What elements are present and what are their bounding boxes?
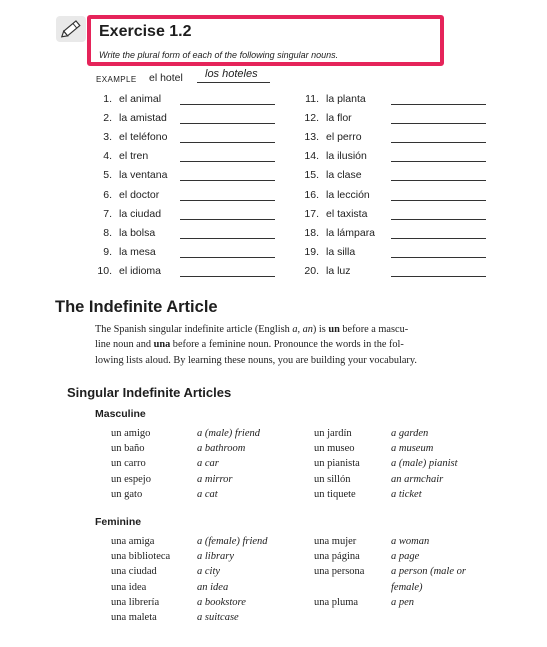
item-noun: la flor [326, 112, 352, 125]
item-number: 14. [304, 150, 319, 163]
item-number: 1. [103, 93, 112, 105]
answer-line[interactable] [391, 104, 486, 105]
item-noun: la silla [326, 245, 356, 258]
item-number: 9. [103, 245, 112, 258]
item-number: 19. [304, 245, 319, 258]
body-line: The Spanish singular indefinite article (English a, an) is un before a mascu- [95, 324, 409, 335]
pencil-icon [56, 14, 86, 42]
english-gloss: a (male) pianist [391, 458, 458, 470]
spanish-word: una idea [111, 581, 147, 593]
english-gloss: a suitcase [197, 612, 239, 623]
answer-line[interactable] [180, 180, 275, 181]
answer-line[interactable] [180, 238, 275, 239]
item-noun: el idioma [119, 264, 162, 277]
spanish-word: un gato [111, 488, 143, 500]
item-number: 12. [304, 112, 319, 125]
item-noun: la ciudad [119, 207, 162, 220]
example-answer: los hoteles [205, 68, 258, 80]
answer-line[interactable] [391, 180, 486, 181]
spanish-word: un espejo [111, 473, 151, 485]
spanish-word: una librería [111, 596, 160, 608]
item-number: 17. [304, 207, 319, 220]
section-title: The Indefinite Article [55, 298, 218, 316]
answer-line[interactable] [180, 123, 275, 124]
spanish-word: un amigo [111, 428, 151, 439]
item-noun: el doctor [119, 188, 160, 201]
spanish-word: una mujer [314, 536, 357, 547]
answer-line[interactable] [180, 142, 275, 143]
item-number: 10. [97, 264, 112, 277]
spanish-word: un sillón [314, 473, 351, 485]
item-noun: la clase [326, 169, 362, 182]
english-gloss: an armchair [391, 473, 444, 485]
item-number: 13. [304, 131, 319, 144]
answer-line[interactable] [391, 200, 486, 201]
answer-line[interactable] [180, 104, 275, 105]
answer-line[interactable] [180, 257, 275, 258]
english-gloss: female) [391, 581, 423, 593]
exercise-instructions: Write the plural form of each of the following singular nouns. [99, 50, 339, 60]
item-number: 11. [305, 93, 319, 105]
spanish-word: un museo [314, 443, 355, 455]
spanish-word: un carro [111, 458, 146, 470]
item-number: 8. [103, 226, 112, 239]
english-gloss: a woman [391, 536, 430, 547]
item-noun: el taxista [326, 207, 368, 220]
item-noun: la lámpara [326, 226, 376, 239]
english-gloss: a (female) friend [197, 536, 268, 547]
item-number: 4. [103, 150, 112, 163]
english-gloss: a library [197, 551, 235, 563]
english-gloss: a pen [391, 596, 415, 608]
english-gloss: a mirror [197, 473, 233, 485]
english-gloss: a bookstore [197, 596, 246, 608]
item-noun: el tren [119, 150, 149, 163]
english-gloss: a (male) friend [197, 428, 260, 439]
item-number: 6. [103, 188, 112, 201]
spanish-word: una biblioteca [111, 551, 171, 563]
example-label: EXAMPLE [96, 75, 137, 84]
answer-line[interactable] [180, 200, 275, 201]
answer-line[interactable] [391, 238, 486, 239]
item-noun: la ventana [119, 169, 168, 182]
masculine-title: Masculine [95, 408, 146, 420]
spanish-word: una maleta [111, 612, 157, 623]
english-gloss: a page [391, 551, 420, 563]
answer-line[interactable] [391, 161, 486, 162]
italic-term: a, an [292, 324, 313, 335]
spanish-word: una amiga [111, 536, 155, 547]
subsection-title: Singular Indefinite Articles [67, 385, 232, 400]
feminine-title: Feminine [95, 516, 142, 528]
item-number: 18. [304, 226, 319, 239]
english-gloss: a garden [391, 428, 429, 439]
english-gloss: an idea [197, 581, 229, 593]
english-gloss: a car [197, 458, 219, 470]
answer-line[interactable] [180, 161, 275, 162]
item-noun: la bolsa [119, 226, 156, 239]
body-line: line noun and una before a feminine noun. Pronounce the words in the fol- [95, 339, 404, 351]
exercise-title: Exercise 1.2 [99, 23, 192, 40]
bold-term: una [153, 339, 171, 351]
item-noun: el teléfono [119, 131, 168, 144]
item-number: 3. [103, 131, 112, 144]
bold-term: un [328, 324, 340, 335]
english-gloss: a ticket [391, 488, 422, 500]
english-gloss: a city [197, 566, 221, 578]
item-number: 7. [103, 207, 112, 220]
body-line: lowing lists aloud. By learning these nouns, you are building your vocabulary. [95, 354, 417, 366]
item-number: 20. [304, 264, 319, 277]
answer-line[interactable] [391, 257, 486, 258]
answer-line[interactable] [180, 276, 275, 277]
item-number: 16. [304, 188, 319, 201]
spanish-word: una pluma [314, 596, 359, 608]
item-noun: la planta [326, 93, 366, 105]
example-answer-line [197, 82, 270, 83]
item-number: 2. [103, 112, 112, 125]
item-noun: la amistad [119, 112, 167, 125]
english-gloss: a person (male or [391, 566, 466, 578]
item-number: 5. [103, 169, 112, 182]
spanish-word: una persona [314, 566, 365, 578]
answer-line[interactable] [391, 219, 486, 220]
item-noun: el perro [326, 131, 362, 144]
item-noun: la luz [326, 264, 351, 277]
answer-line[interactable] [180, 219, 275, 220]
answer-line[interactable] [391, 276, 486, 277]
spanish-word: un jardín [314, 428, 352, 439]
answer-line[interactable] [391, 123, 486, 124]
item-noun: el animal [119, 93, 162, 105]
spanish-word: un tiquete [314, 488, 356, 500]
spanish-word: una página [314, 551, 360, 563]
item-noun: la lección [326, 188, 370, 201]
exercise-header-box [87, 15, 444, 66]
english-gloss: a museum [391, 443, 434, 455]
section-body [95, 322, 495, 368]
english-gloss: a cat [197, 488, 218, 500]
spanish-word: un pianista [314, 458, 360, 470]
item-noun: la ilusión [326, 150, 367, 163]
answer-line[interactable] [391, 142, 486, 143]
item-noun: la mesa [119, 245, 156, 258]
item-number: 15. [304, 169, 319, 182]
english-gloss: a bathroom [197, 443, 246, 455]
spanish-word: una ciudad [111, 566, 157, 578]
example-noun: el hotel [149, 72, 183, 84]
spanish-word: un baño [111, 443, 145, 455]
